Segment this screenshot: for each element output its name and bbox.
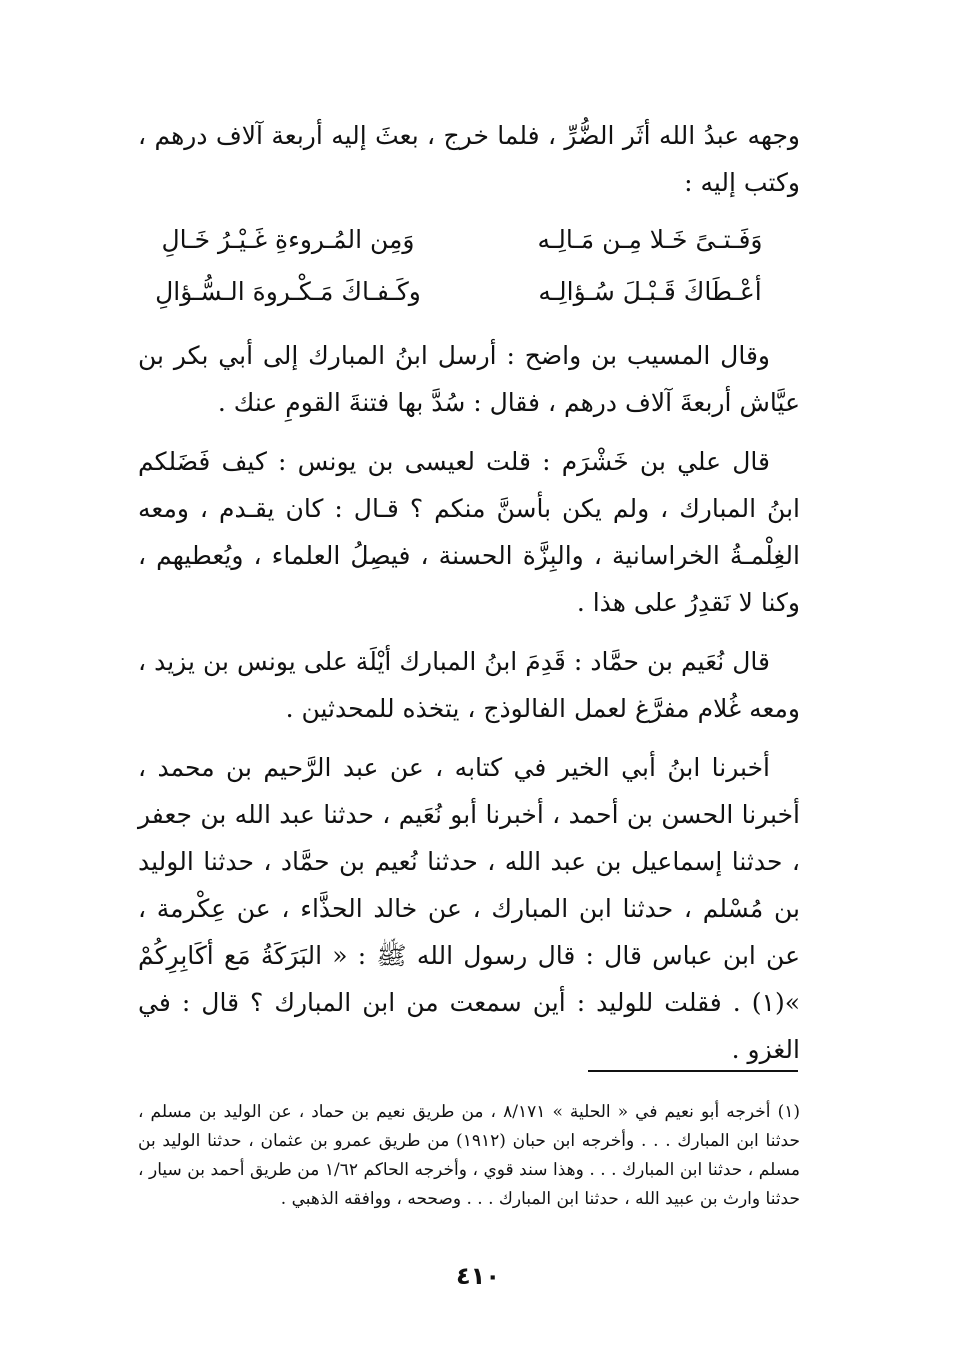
paragraph-hadith-isnad: أخبرنا ابنُ أبي الخير في كتابه ، عن عبد الرَّحيم بن محمد ، أخبرنا الحسن بن أحمد ، أخبرنا أبو نُعَيم ، حدثنا عبد الله بن جعفر ، حدثنا إسماعيل بن عبد الله ، حدثنا نُعيم بن حمَّاد ، حدثنا الوليد بن مُسْلم ، حدثنا ابن المبارك ، عن خالد الحذَّاء ، عن عِكْرمة ، عن ابن عباس قال : قال رسول الله ﷺ : « البَرَكَةُ مَع أكَابِرِكُمْ »(١) . فقلت للوليد : أين سمعت من ابن المبارك ؟ قال : في الغزو . xyxy=(138,753,800,1064)
poem-line-2 xyxy=(138,266,800,318)
poem-line-2-first-hemistich: أعْـطَاكَ قَـبْـلَ سُـؤالِـه xyxy=(538,277,762,306)
footnote-separator xyxy=(588,1070,798,1072)
paragraph-musayyib: وقال المسيب بن واضح : أرسل ابنُ المبارك إلى أبي بكر بن عيَّاش أربعةَ آلاف درهم ، فقال : سُدَّ بها فتنةَ القومِ عنك . xyxy=(138,341,800,417)
poem-line-1-second-hemistich: وَمِن المُـروءةِ غَـيْـرُ خَـالِ xyxy=(161,225,415,254)
paragraph-opening: وجهه عبدُ الله أثَر الضُّرِّ ، فلما خرج ، بعثَ إليه أربعة آلاف درهم ، وكتب إليه : xyxy=(138,121,800,197)
page-number: ٤١٠ xyxy=(456,1262,500,1290)
poem-line-2-second-hemistich: وكَـفـاكَ مَـكْـروهَ الـسُّـؤالِ xyxy=(155,277,421,306)
paragraph-ali-ibn-khashram: قال علي بن خَشْرَم : قلت لعيسى بن يونس : كيف فَضَلكم ابنُ المبارك ، ولم يكن بأسنَّ منكم ؟ قـال : كان يقـدم ، ومعه الغِلْمـةُ الخراسانية ، والبِزَّة الحسنة ، فيصِلُ العلماء ، ويُعطيهم ، وكنا لا نَقدِرُ على هذا . xyxy=(138,447,800,617)
main-text xyxy=(138,112,800,1085)
paragraph-nuaym-ibn-hammad: قال نُعَيم بن حمَّاد : قَدِمَ ابنُ المبارك أيْلَة على يونس بن يزيد ، ومعه غُلام مفرَّغ لعمل الفالوذج ، يتخذه للمحدثين . xyxy=(138,647,800,723)
poem-line-1-first-hemistich: وَفَـتـىً خَـلا مِـن مَـالِـه xyxy=(537,225,763,254)
poem xyxy=(138,214,800,318)
footnote: (١) أخرجه أبو نعيم في « الحلية » ٨/١٧١ ، من طريق نعيم بن حماد ، عن الوليد بن مسلم ، حدثنا ابن المبارك . . . وأخرجه ابن حبان (١٩١٢) من طريق عمرو بن عثمان ، حدثنا الوليد بن مسلم ، حدثنا ابن المبارك . . . وهذا سند قوي ، وأخرجه الحاكم ١/٦٢ من طريق أحمد بن سيار ، حدثنا وارث بن عبيد الله ، حدثنا ابن المبارك . . . وصححه ، ووافقه الذهبي . xyxy=(138,1102,800,1209)
poem-line-1 xyxy=(138,214,800,266)
